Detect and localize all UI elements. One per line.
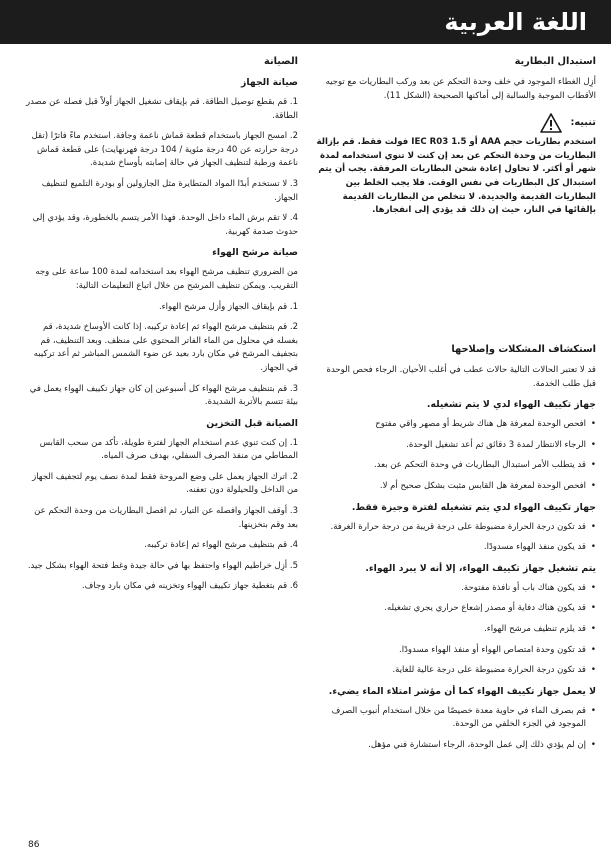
troubleshooting-column [314,343,596,760]
list-item: • قد يكون هناك دفاية أو مصدر إشعاع حراري يجري تشغيله. [314,602,596,616]
list-item: • قد تكون وحدة امتصاص الهواء أو منفذ الهواء مسدودًا. [314,644,596,658]
troubleshooting-section [314,562,596,678]
section-heading: لا يعمل جهاز تكييف الهواء كما أن مؤشر امتلاء الماء يضيء. [328,685,596,697]
list-item: • افحص الوحدة لمعرفة هل هناك شريط أو مصهر واقي مفتوح [314,418,596,432]
list-item: • قد يلزم تنظيف مرشح الهواء. [314,623,596,637]
unit-maintenance-title: صيانة الجهاز [241,77,298,88]
caution-label: تنبيه: [570,117,596,129]
storage-title: الصيانة قبل التخزين [206,417,298,429]
list-item: • قد تكون درجة الحرارة مضبوطة على درجة عالية للغاية. [314,664,596,678]
battery-body: أزِل الغطاء الموجود في خلف وحدة التحكم عن بعد وركب البطاريات مع توجيه الأقطاب الموجبة والسالبة إلى أماكنها الصحيحة (الشكل 11). [325,77,596,101]
list-item: 5. أزِل خراطيم الهواء واحتفظ بها في حالة جيدة وغط فتحة الهواء بشكل جيد. [27,560,298,571]
list-item: 1. إن كنت تنوي عدم استخدام الجهاز لفترة طويلة، تأكد من سحب القابس المطاطي من منفذ الصرف السفلي، بهدف صرف المياه. [39,437,298,462]
list-item: 1. قم بقطع توصيل الطاقة. قم بإيقاف تشغيل الجهاز أولاً قبل فصله عن مصدر الطاقة. [25,97,298,121]
bullet-list [314,521,596,555]
list-item: • الرجاء الانتظار لمدة 3 دقائق ثم أعد تشغيل الوحدة. [314,439,596,453]
bullet-list [314,582,596,678]
left-column [26,55,298,601]
list-item: • قد يتطلب الأمر استبدال البطاريات في وحدة التحكم عن بعد. [314,459,596,473]
page-title: اللغة العربية [444,8,587,36]
list-item: 2. اترك الجهاز يعمل على وضع المروحة فقط لمدة نصف يوم لتجفيف الجهاز من الداخل وللحيلولة دون تعفنه. [32,471,298,496]
list-item: • قم بصرف الماء في حاوية معدة خصيصًا من خلال استخدام أنبوب الصرف الموجود في الجزء الخلفي من الوحدة. [314,705,596,732]
page-number: 86 [28,840,40,850]
bullet-list [314,705,596,753]
section-heading: جهاز تكييف الهواء لدي يتم تشغيله لفترة وجيزة فقط. [351,501,596,513]
troubleshooting-intro: قد لا تعتبر الحالات التالية حالات عطب في أغلب الأحيان. الرجاء فحص الوحدة قبل طلب الخدمة. [326,365,596,389]
list-item: 4. لا تقم برش الماء داخل الوحدة. فهذا الأمر يتسم بالخطورة، وقد يؤدي إلى حدوث صدمة كهربية. [32,213,298,237]
list-item: 3. لا تستخدم أبدًا المواد المتطايرة مثل الجازولين أو بودرة التلميع لتنظيف الجهاز. [41,178,298,203]
troubleshooting-section [314,398,596,493]
warning-triangle-icon [540,113,562,133]
caution-header [314,113,596,133]
right-column [314,55,596,218]
list-item: • افحص الوحدة لمعرفة هل القابس مثبت بشكل صحيح أم لا. [314,480,596,494]
header-bar [0,0,611,44]
list-item: 2. امسح الجهاز باستخدام قطعة قماش ناعمة وجافة. استخدم ماءً فاترًا (تقل درجة حرارته عن 40 درجة مئوية / 104 درجة فهرنهايت) على قطعة قماش ناعمة ورطبة لتنظيف الجهاز في حالة إصابته بأوساخ شديدة. [31,131,298,169]
filter-intro: من الضروري تنظيف مرشح الهواء بعد استخدامه لمدة 100 ساعة على وجه التقريب. ويمكن تنظيف المرشح من خلال اتباع التعليمات التالية: [35,267,298,291]
troubleshooting-title: استكشاف المشكلات وإصلاحها [451,344,596,355]
list-item: 2. قم بتنظيف مرشح الهواء ثم إعادة تركيبه. إذا كانت الأوساخ شديدة، قم بغسله في محلول من الماء الفاتر المحتوي على منظف. وبعد التنظيف، قم بتجفيف المرشح في مكان بارد بعيد عن ضوء الشمس المباشر ثم أعد تركيبه في الجهاز. [33,322,298,373]
caution-body: استخدم بطاريات حجم AAA أو IEC R03 1.5 فولت فقط. قم بإزالة البطاريات من وحدة التحكم عن بعد إن كنت لا تنوي استخدامه لمدة شهر أو أكثر. لا تحاول إعادة شحن البطاريات المرفقة. يجب أن يتم استبدال كل البطاريات في نفس الوقت. فلا يجب الخلط بين البطاريات القديمة والجديدة. لا تتخلص من البطاريات القديمة بإلقائها في النار، حيث إن ذلك قد يؤدي إلى انفجارها. [316,137,596,216]
list-item: 4. قم بتنظيف مرشح الهواء ثم إعادة تركيبه. [144,540,298,551]
list-item: 6. قم بتغطية جهاز تكييف الهواء وتخزينه في مكان بارد وجاف. [81,581,298,592]
list-item: • قد يكون هناك باب أو نافذة مفتوحة. [314,582,596,596]
maintenance-title: الصيانة [264,56,298,67]
list-item: 3. أوقف الجهاز وافصله عن التيار، ثم افصل البطاريات من وحدة التحكم عن بعد وقم بتخزينها. [34,506,298,530]
list-item: • إن لم يؤدي ذلك إلى عمل الوحدة، الرجاء استشارة فني مؤهل. [314,739,596,753]
filter-maintenance-title: صيانة مرشح الهواء [212,247,298,259]
list-item: • قد يكون منفذ الهواء مسدودًا. [314,541,596,555]
section-heading: يتم تشغيل جهاز تكييف الهواء، إلا أنه لا يبرد الهواء. [365,562,596,574]
list-item: • قد تكون درجة الحرارة مضبوطة على درجة قريبة من درجة حرارة الغرفة. [314,521,596,535]
troubleshooting-section [314,501,596,555]
list-item: 1. قم بإيقاف الجهاز وأزل مرشح الهواء. [158,301,298,312]
bullet-list [314,418,596,493]
list-item: 3. قم بتنظيف مرشح الهواء كل أسبوعين إن كان جهاز تكييف الهواء يعمل في بيئة تتسم بالأتربة الشديدة. [29,383,298,408]
battery-title: استبدال البطارية [514,56,596,67]
section-heading: جهاز تكييف الهواء لدي لا يتم تشغيله. [426,399,596,411]
troubleshooting-section [314,685,596,753]
